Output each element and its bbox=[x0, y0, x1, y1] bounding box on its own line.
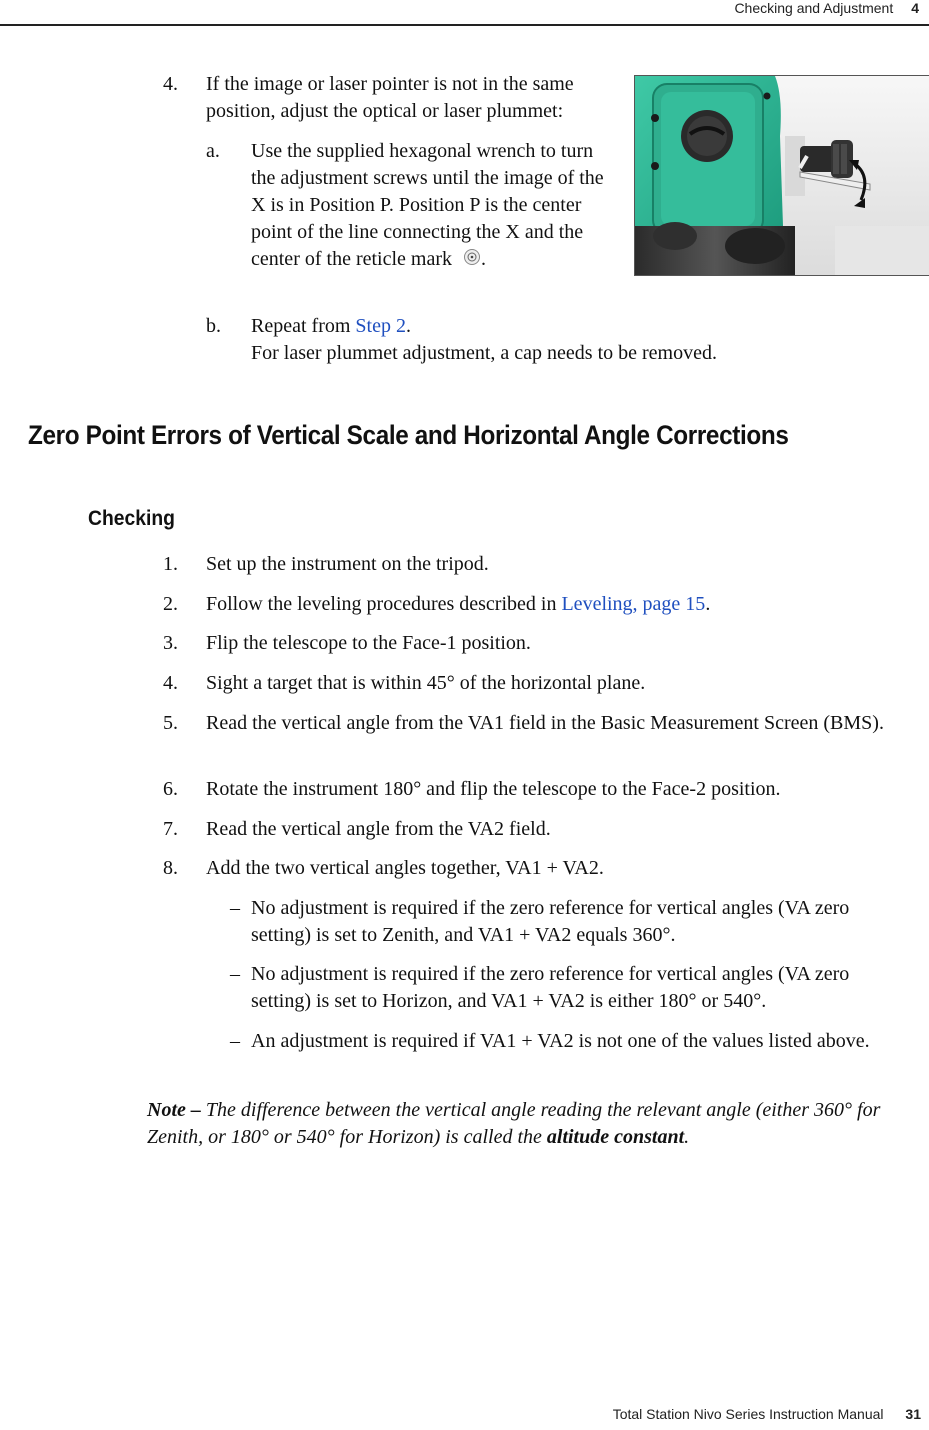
step-4b-suffix: . bbox=[405, 315, 411, 337]
check-step-6-number: 6. bbox=[163, 778, 178, 800]
section-title: Zero Point Errors of Vertical Scale and Horizontal Angle Corrections bbox=[28, 420, 789, 450]
instrument-photo bbox=[634, 75, 929, 276]
note-end: . bbox=[684, 1126, 690, 1148]
check-step-2-text: Follow the leveling procedures described in bbox=[206, 593, 562, 615]
note bbox=[147, 1097, 917, 1151]
check-step-5-text: Read the vertical angle from the VA1 field in the Basic Measurement Screen (BMS). bbox=[206, 712, 884, 734]
check-step-3-text: Flip the telescope to the Face-1 position. bbox=[206, 632, 531, 654]
bullet-1-text: No adjustment is required if the zero reference for vertical angles (VA zero setting) is set to Zenith, and VA1 + VA2 equals 360°. bbox=[251, 897, 850, 946]
check-step-3-number: 3. bbox=[163, 632, 178, 654]
bullet-3-text: An adjustment is required if VA1 + VA2 is not one of the values listed above. bbox=[251, 1030, 870, 1052]
running-header bbox=[734, 0, 919, 22]
check-step-5-number: 5. bbox=[163, 712, 178, 734]
leveling-link[interactable]: Leveling, page 15 bbox=[561, 593, 706, 615]
check-step-8-number: 8. bbox=[163, 857, 178, 879]
check-step-7-text: Read the vertical angle from the VA2 field. bbox=[206, 818, 551, 840]
footer-manual: Total Station Nivo Series Instruction Manual bbox=[612, 1406, 884, 1422]
bullet-2-text: No adjustment is required if the zero reference for vertical angles (VA zero setting) is set to Horizon, and VA1 + VA2 is either 180° or 540°. bbox=[251, 963, 850, 1012]
footer-page-number: 31 bbox=[905, 1406, 921, 1422]
step-4b-block bbox=[251, 313, 871, 367]
check-step-8-text: Add the two vertical angles together, VA1 + VA2. bbox=[206, 857, 604, 879]
check-step-1-number: 1. bbox=[163, 553, 178, 575]
step-4a-end: . bbox=[481, 248, 486, 270]
header-rule bbox=[0, 24, 929, 26]
bullet-3-dash: – bbox=[230, 1030, 240, 1052]
check-step-2-number: 2. bbox=[163, 593, 178, 615]
check-step-7-number: 7. bbox=[163, 818, 178, 840]
check-step-6-text: Rotate the instrument 180° and flip the telescope to the Face-2 position. bbox=[206, 778, 781, 800]
step-4b-prefix: Repeat from bbox=[251, 315, 356, 337]
note-term: altitude constant bbox=[546, 1126, 685, 1148]
check-step-2-after: . bbox=[705, 593, 711, 615]
bullet-2-dash: – bbox=[230, 963, 240, 985]
step-4-text: If the image or laser pointer is not in the same position, adjust the optical or laser plummet: bbox=[206, 73, 574, 122]
step-4-number: 4. bbox=[163, 73, 178, 95]
step-4a-text: Use the supplied hexagonal wrench to turn the adjustment screws until the image of the X is in Position P. Position P is the center point of the line connecting the X and the center of the reticle mark bbox=[251, 140, 604, 270]
note-label: Note – bbox=[147, 1099, 206, 1121]
step-4a-block bbox=[251, 138, 621, 274]
running-footer bbox=[613, 1406, 921, 1422]
check-step-2-block bbox=[206, 591, 906, 618]
check-step-4-text: Sight a target that is within 45° of the horizontal plane. bbox=[206, 672, 646, 694]
note-text: The difference between the vertical angle reading the relevant angle (either 360° for Zenith, or 180° or 540° for Horizon) is called the bbox=[147, 1099, 881, 1148]
step-4b-line2: For laser plummet adjustment, a cap needs to be removed. bbox=[251, 342, 717, 364]
check-step-1-text: Set up the instrument on the tripod. bbox=[206, 553, 489, 575]
header-section: Checking and Adjustment bbox=[734, 0, 894, 16]
step-2-link[interactable]: Step 2 bbox=[355, 315, 406, 337]
header-chapter: 4 bbox=[911, 0, 919, 16]
subsection-title: Checking bbox=[88, 507, 175, 530]
bullet-1-dash: – bbox=[230, 897, 240, 919]
reticle-mark-icon bbox=[463, 247, 481, 274]
step-4b-label: b. bbox=[206, 315, 221, 337]
check-step-4-number: 4. bbox=[163, 672, 178, 694]
step-4a-label: a. bbox=[206, 140, 220, 162]
